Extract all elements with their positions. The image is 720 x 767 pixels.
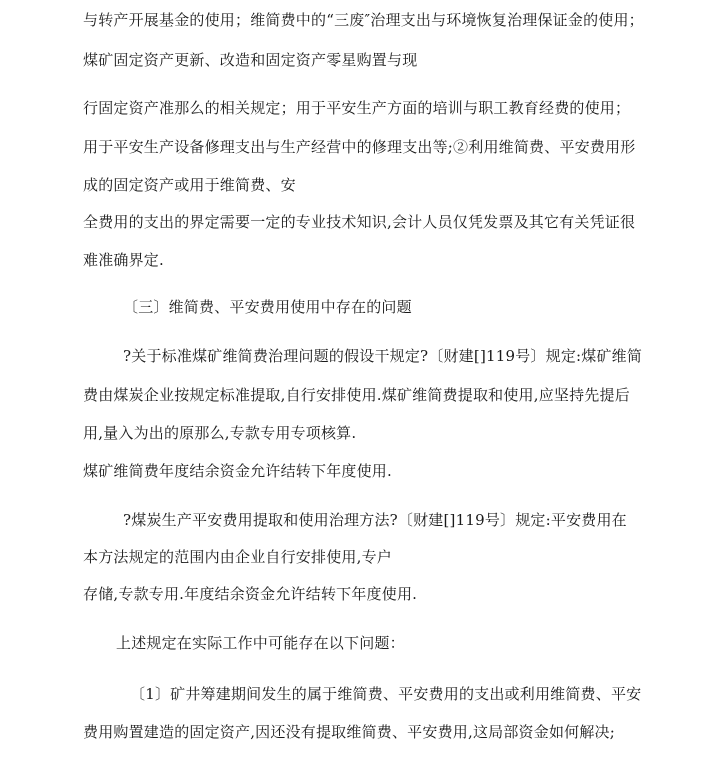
text-line: 煤矿固定资产更新、改造和固定资产零星购置与现 — [83, 51, 418, 69]
text-line: 存储,专款专用.年度结余资金允许结转下年度使用. — [83, 585, 418, 603]
list-item-line: 〔1〕矿井筹建期间发生的属于维简费、平安费用的支出或利用维简费、平安 — [130, 685, 642, 703]
text-line: 全费用的支出的界定需要一定的专业技术知识,会计人员仅凭发票及其它有关凭证很 — [83, 213, 636, 231]
text-line: 难准确界定. — [83, 251, 164, 269]
text-line: 本方法规定的范围内由企业自行安排使用,专户 — [83, 548, 392, 566]
text-line: 煤矿维简费年度结余资金允许结转下年度使用. — [83, 462, 392, 480]
section-heading: 〔三〕维简费、平安费用使用中存在的问题 — [123, 298, 412, 316]
text-line: 用,量入为出的原那么,专款专用专项核算. — [83, 424, 357, 442]
text-line: ?关于标准煤矿维简费治理问题的假设干规定?〔财建[]119号〕规定:煤矿维简 — [123, 347, 643, 365]
text-line: 与转产开展基金的使用；维简费中的“三废″治理支出与环境恢复治理保证金的使用； — [83, 11, 644, 29]
text-line: 费由煤炭企业按规定标准提取,自行安排使用.煤矿维简费提取和使用,应坚持先提后 — [83, 386, 630, 404]
text-line: 上述规定在实际工作中可能存在以下问题： — [116, 634, 405, 652]
text-line: 费用购置建造的固定资产,因还没有提取维简费、平安费用,这局部资金如何解决; — [83, 723, 615, 741]
text-line: 行固定资产准那么的相关规定；用于平安生产方面的培训与职工教育经费的使用； — [83, 99, 631, 117]
text-line: ?煤炭生产平安费用提取和使用治理方法?〔财建[]119号〕规定:平安费用在 — [123, 511, 627, 529]
text-line: 成的固定资产或用于维简费、安 — [83, 176, 296, 194]
text-line: 用于平安生产设备修理支出与生产经营中的修理支出等;②利用维简费、平安费用形 — [83, 138, 636, 156]
